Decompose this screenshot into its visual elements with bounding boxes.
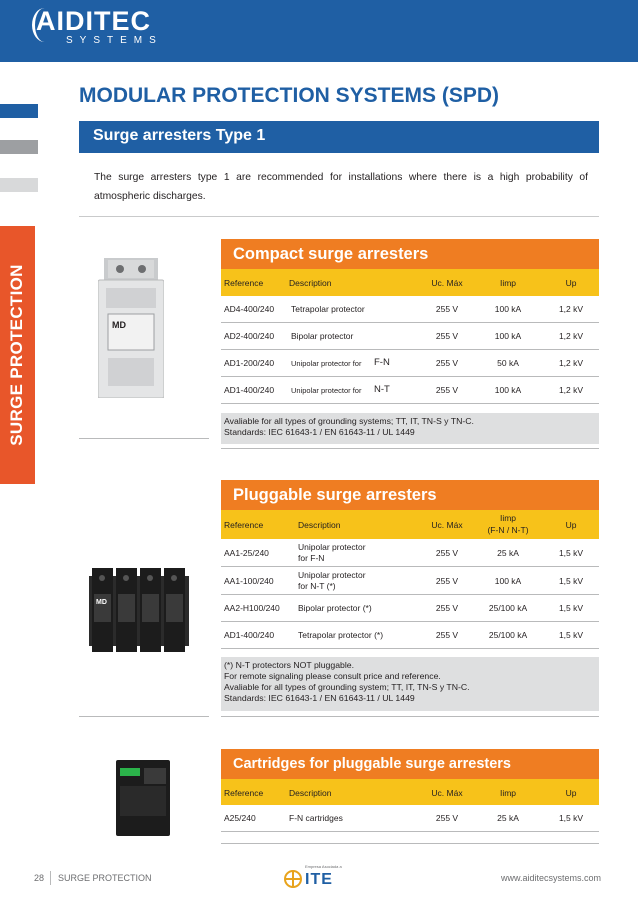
logo-sub-text: SYSTEMS (66, 35, 163, 46)
cell-iimp: 25 kA (497, 813, 519, 823)
cell-up: 1,5 kV (558, 576, 584, 586)
col-reference: Reference (224, 278, 264, 288)
cell-iimp: 100 kA (494, 304, 522, 314)
cartridge-image (112, 760, 174, 836)
cell-reference: A25/240 (224, 813, 256, 823)
table-row (221, 296, 599, 323)
cell-iimp: 25 kA (497, 548, 519, 558)
ite-caption: Empresa Asociada a (305, 864, 342, 869)
cell-up: 1,2 kV (558, 385, 584, 395)
aiditec-logo (36, 6, 163, 46)
cell-description: Bipolar protector (*) (298, 603, 372, 613)
pluggable-arrester-image (89, 566, 189, 656)
section-divider (221, 448, 599, 449)
note-line: Avaliable for all types of grounding system; TT, IT, TN-S y TN-C. (224, 682, 470, 692)
cell-description-line2: for F-N (298, 553, 325, 563)
table-row (221, 323, 599, 350)
cell-uc-max: 255 V (435, 813, 459, 823)
cell-uc-max: 255 V (435, 630, 459, 640)
ite-emblem-icon (284, 870, 302, 888)
cell-description: Unipolar protector for (291, 386, 362, 395)
ite-wordmark: ITE (305, 871, 333, 888)
compact-brand-label: MD (112, 320, 126, 330)
intro-paragraph: The surge arresters type 1 are recommended for installations where there is a high probability of atmospheric discharges. (94, 172, 588, 202)
cell-description: Tetrapolar protector (291, 304, 365, 314)
logo-main-text: AIDITEC (36, 6, 151, 36)
col-up: Up (565, 788, 577, 798)
note-line: For remote signaling please consult price and reference. (224, 671, 441, 681)
cell-reference: AD4-400/240 (224, 304, 275, 314)
cell-iimp: 50 kA (497, 358, 519, 368)
note-line: Standards: IEC 61643-1 / EN 61643-11 / UL 1449 (224, 427, 415, 437)
col-reference: Reference (224, 788, 264, 798)
cell-description: Unipolar protector (298, 542, 366, 552)
table-row (221, 622, 599, 649)
pluggable-note-box (221, 657, 599, 711)
cell-up: 1,2 kV (558, 304, 584, 314)
cell-uc-max: 255 V (435, 331, 459, 341)
cell-up: 1,5 kV (558, 630, 584, 640)
col-description: Description (289, 788, 332, 798)
compact-arrester-image (98, 258, 164, 398)
cartridges-table-header (221, 779, 599, 805)
cell-description: F-N cartridges (289, 813, 343, 823)
compact-table-header (221, 269, 599, 296)
cell-iimp: 25/100 kA (488, 630, 528, 640)
cartridges-section-title: Cartridges for pluggable surge arresters (233, 756, 511, 772)
col-uc-max: Uc. Máx (431, 520, 463, 530)
col-up: Up (565, 520, 577, 530)
cell-up: 1,5 kV (558, 813, 584, 823)
table-row (221, 805, 599, 832)
pluggable-section-title: Pluggable surge arresters (233, 486, 437, 504)
cell-description: Unipolar protector for (291, 359, 362, 368)
col-reference: Reference (224, 520, 264, 530)
table-row (221, 350, 599, 377)
footer-section-label: SURGE PROTECTION (58, 873, 152, 883)
cell-iimp: 25/100 kA (488, 603, 528, 613)
table-row (221, 595, 599, 622)
cell-reference: AD1-400/240 (224, 385, 275, 395)
subtitle-banner (79, 121, 599, 153)
table-row (221, 377, 599, 404)
cell-reference: AA1-100/240 (224, 576, 274, 586)
col-iimp: Iimp (499, 278, 517, 288)
cell-description-suffix: F-N (374, 357, 390, 368)
section-divider (221, 716, 599, 717)
cell-up: 1,5 kV (558, 548, 584, 558)
col-iimp: Iimp (499, 513, 517, 523)
compact-note-box (221, 413, 599, 444)
note-line: Standards: IEC 61643-1 / EN 61643-11 / UL 1449 (224, 693, 415, 703)
cell-iimp: 100 kA (494, 576, 522, 586)
side-accent-bar-gray (0, 140, 38, 154)
section-divider (221, 843, 599, 844)
cell-iimp: 100 kA (494, 331, 522, 341)
side-accent-bar-lightgray (0, 178, 38, 192)
cell-iimp: 100 kA (494, 385, 522, 395)
cell-description-suffix: N-T (374, 384, 390, 395)
cell-uc-max: 255 V (435, 603, 459, 613)
col-iimp-sub: (F-N / N-T) (487, 525, 529, 535)
pluggable-table-header (221, 510, 599, 539)
note-line: (*) N-T protectors NOT pluggable. (224, 660, 355, 670)
col-uc-max: Uc. Máx (431, 788, 463, 798)
compact-section-header (221, 239, 599, 269)
cell-description-line2: for N-T (*) (298, 581, 336, 591)
table-row (221, 539, 599, 567)
page-title: MODULAR PROTECTION SYSTEMS (SPD) (79, 84, 500, 107)
cell-reference: AA2-H100/240 (224, 603, 280, 613)
logo-swoosh-icon (32, 8, 57, 42)
pluggable-section-header (221, 480, 599, 510)
side-accent-bar-blue (0, 104, 38, 118)
footer-divider (50, 871, 51, 885)
cell-reference: AD2-400/240 (224, 331, 275, 341)
note-line: Avaliable for all types of grounding systems; TT, IT, TN-S y TN-C. (224, 416, 474, 426)
footer-website-link[interactable]: www.aiditecsystems.com (500, 873, 601, 883)
section-side-tab-label: SURGE PROTECTION (7, 264, 26, 446)
cell-uc-max: 255 V (435, 304, 459, 314)
cell-description: Bipolar protector (291, 331, 354, 341)
col-description: Description (289, 278, 332, 288)
col-uc-max: Uc. Máx (431, 278, 463, 288)
cell-uc-max: 255 V (435, 548, 459, 558)
cell-uc-max: 255 V (435, 385, 459, 395)
image-divider (79, 716, 209, 717)
table-row (221, 567, 599, 595)
page-header (0, 0, 638, 62)
image-divider (79, 438, 209, 439)
cell-up: 1,2 kV (558, 331, 584, 341)
page-number: 28 (34, 873, 45, 883)
col-iimp: Iimp (499, 788, 517, 798)
cell-uc-max: 255 V (435, 358, 459, 368)
cell-uc-max: 255 V (435, 576, 459, 586)
col-up: Up (565, 278, 577, 288)
cell-reference: AD1-400/240 (224, 630, 275, 640)
cell-reference: AA1-25/240 (224, 548, 269, 558)
col-description: Description (298, 520, 341, 530)
compact-section-title: Compact surge arresters (233, 245, 429, 263)
cell-description: Unipolar protector (298, 570, 366, 580)
section-divider (79, 216, 599, 217)
ite-partner-logo (284, 864, 376, 894)
cell-reference: AD1-200/240 (224, 358, 275, 368)
cartridges-section-header (221, 749, 599, 779)
cell-description: Tetrapolar protector (*) (298, 630, 384, 640)
cell-up: 1,2 kV (558, 358, 584, 368)
subtitle-text: Surge arresters Type 1 (93, 127, 266, 144)
cell-up: 1,5 kV (558, 603, 584, 613)
pluggable-brand-label: MD (96, 599, 107, 606)
